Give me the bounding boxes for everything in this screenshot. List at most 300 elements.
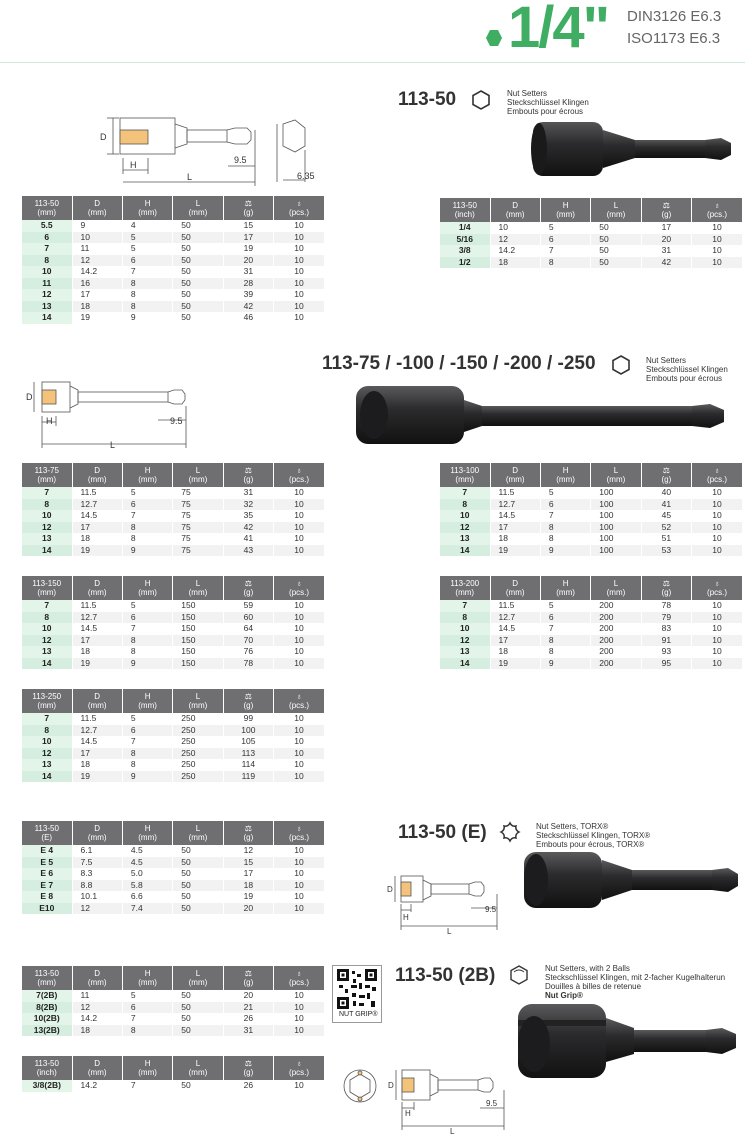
column-header: ⚖ (g)	[223, 1056, 273, 1080]
table-row	[22, 646, 324, 658]
value-cell: 20	[223, 990, 273, 1002]
column-header: ⚖ (g)	[223, 576, 273, 600]
value-cell: 250	[173, 713, 223, 725]
table-row	[22, 868, 324, 880]
table-row	[22, 623, 324, 635]
value-cell: 10	[692, 510, 742, 522]
table-row	[440, 646, 742, 658]
table-row	[22, 522, 324, 534]
value-cell: 14.2	[490, 245, 540, 257]
value-cell: 31	[223, 487, 273, 499]
value-cell: 10	[72, 232, 122, 244]
value-cell: 6.1	[72, 845, 122, 857]
value-cell: 50	[173, 1013, 223, 1025]
value-cell: 15	[223, 220, 273, 232]
value-cell: 14.5	[72, 510, 122, 522]
svg-text:L: L	[110, 440, 116, 450]
value-cell: 50	[173, 868, 223, 880]
value-cell: 5.0	[122, 868, 172, 880]
model-cell: 13	[440, 646, 490, 658]
product-title-113-75-250: 113-75 / -100 / -150 / -200 / -250	[322, 353, 596, 374]
header-divider	[0, 62, 745, 63]
value-cell: 10	[274, 635, 324, 647]
table-row	[22, 220, 324, 232]
table-row	[22, 891, 324, 903]
column-header: ⚖ (g)	[641, 198, 691, 222]
value-cell: 5	[122, 232, 172, 244]
table-row	[22, 600, 324, 612]
column-header: ♁ (pcs.)	[274, 576, 324, 600]
table-row	[22, 748, 324, 760]
svg-text:6.35: 6.35	[297, 171, 315, 181]
value-cell: 64	[223, 623, 273, 635]
svg-text:D: D	[100, 132, 107, 142]
column-header: ♁ (pcs.)	[274, 966, 324, 990]
column-header: 113-50 (E)	[22, 821, 72, 845]
col-pcs: ♁ (pcs.)	[274, 196, 324, 220]
value-cell: 99	[223, 713, 273, 725]
table-row	[22, 725, 324, 737]
product-desc-113-50: Nut Setters Steckschlüssel Klingen Embouts pour écrous	[507, 89, 589, 116]
model-cell: 14	[22, 312, 72, 324]
value-cell: 40	[641, 487, 691, 499]
scale-icon: ⚖	[662, 466, 670, 475]
model-cell: 6	[22, 232, 72, 244]
model-cell: 3/8(2B)	[22, 1080, 72, 1092]
column-header: ♁ (pcs.)	[692, 198, 742, 222]
value-cell: 8	[540, 646, 590, 658]
model-cell: 8	[22, 612, 72, 624]
value-cell: 8	[122, 301, 172, 313]
value-cell: 9	[122, 545, 172, 557]
value-cell: 7	[122, 1080, 172, 1092]
value-cell: 10	[692, 612, 742, 624]
model-cell: 12	[22, 635, 72, 647]
column-header: H (mm)	[540, 198, 590, 222]
model-cell: 5.5	[22, 220, 72, 232]
column-header: 113-50 (inch)	[22, 1056, 72, 1080]
model-cell: 14	[22, 658, 72, 670]
model-cell: E 5	[22, 857, 72, 869]
value-cell: 10	[692, 499, 742, 511]
value-cell: 10	[692, 623, 742, 635]
table-row	[22, 1080, 324, 1092]
value-cell: 19	[223, 891, 273, 903]
value-cell: 11.5	[490, 487, 540, 499]
bag-icon: ♁	[296, 466, 303, 475]
value-cell: 12.7	[72, 725, 122, 737]
value-cell: 20	[223, 903, 273, 915]
value-cell: 26	[223, 1013, 273, 1025]
value-cell: 42	[223, 522, 273, 534]
value-cell: 8	[540, 635, 590, 647]
value-cell: 17	[490, 522, 540, 534]
product-desc-113-50-2b: Nut Setters, with 2 Balls Steckschlüssel Klingen, mit 2-facher Kugelhalterun Douilles à billes de retenue Nut Grip®	[545, 964, 726, 1000]
column-header: 113-150 (mm)	[22, 576, 72, 600]
value-cell: 8	[540, 522, 590, 534]
value-cell: 113	[223, 748, 273, 760]
value-cell: 10	[274, 868, 324, 880]
value-cell: 78	[223, 658, 273, 670]
value-cell: 12	[72, 903, 122, 915]
value-cell: 7	[540, 510, 590, 522]
value-cell: 14.2	[72, 1013, 122, 1025]
column-header: L (mm)	[173, 689, 223, 713]
column-header: ♁ (pcs.)	[692, 576, 742, 600]
value-cell: 200	[591, 612, 641, 624]
value-cell: 6	[122, 499, 172, 511]
value-cell: 10	[274, 612, 324, 624]
table-row	[440, 533, 742, 545]
value-cell: 50	[591, 222, 641, 234]
value-cell: 75	[173, 545, 223, 557]
table-row	[440, 257, 742, 269]
value-cell: 10	[274, 891, 324, 903]
nut-setter-113-50-e-image	[520, 848, 742, 912]
column-header: D (mm)	[72, 966, 122, 990]
value-cell: 10	[692, 635, 742, 647]
model-cell: 10	[440, 623, 490, 635]
scale-icon: ⚖	[244, 199, 252, 208]
bag-icon: ♁	[296, 969, 303, 978]
scale-icon: ⚖	[244, 1059, 252, 1068]
value-cell: 42	[641, 257, 691, 269]
scale-icon: ⚖	[662, 579, 670, 588]
column-header: ⚖ (g)	[223, 966, 273, 990]
value-cell: 39	[223, 289, 273, 301]
spec-table-113-75	[22, 463, 324, 556]
value-cell: 50	[591, 257, 641, 269]
value-cell: 10	[274, 903, 324, 915]
value-cell: 75	[173, 499, 223, 511]
svg-text:L: L	[450, 1127, 455, 1134]
model-cell: E 7	[22, 880, 72, 892]
product-title-113-50-2b: 113-50 (2B)	[395, 965, 496, 986]
value-cell: 31	[223, 266, 273, 278]
value-cell: 200	[591, 635, 641, 647]
qr-code[interactable]: NUT GRIP®	[332, 965, 382, 1023]
value-cell: 7	[122, 1013, 172, 1025]
value-cell: 4	[122, 220, 172, 232]
spec-table-113-50-e	[22, 821, 324, 914]
hexagon-icon	[611, 355, 631, 375]
value-cell: 19	[72, 771, 122, 783]
model-cell: 5/16	[440, 234, 490, 246]
value-cell: 200	[591, 600, 641, 612]
column-header: D (mm)	[72, 463, 122, 487]
value-cell: 6	[122, 1002, 172, 1014]
table-row	[440, 635, 742, 647]
value-cell: 10	[692, 600, 742, 612]
value-cell: 28	[223, 278, 273, 290]
value-cell: 50	[173, 891, 223, 903]
product-title-113-50: 113-50	[398, 89, 457, 110]
value-cell: 7	[122, 510, 172, 522]
value-cell: 10	[274, 748, 324, 760]
value-cell: 95	[641, 658, 691, 670]
value-cell: 19	[490, 545, 540, 557]
col-l: L (mm)	[173, 196, 223, 220]
value-cell: 8	[540, 257, 590, 269]
value-cell: 17	[72, 748, 122, 760]
value-cell: 150	[173, 600, 223, 612]
bag-icon: ♁	[714, 579, 721, 588]
value-cell: 19	[72, 658, 122, 670]
value-cell: 119	[223, 771, 273, 783]
column-header: 113-75 (mm)	[22, 463, 72, 487]
model-cell: 7(2B)	[22, 990, 72, 1002]
table-row	[22, 289, 324, 301]
table-row	[22, 1002, 324, 1014]
value-cell: 26	[223, 1080, 273, 1092]
value-cell: 7.4	[122, 903, 172, 915]
value-cell: 105	[223, 736, 273, 748]
value-cell: 52	[641, 522, 691, 534]
column-header: D (mm)	[490, 576, 540, 600]
column-header: H (mm)	[122, 463, 172, 487]
value-cell: 50	[173, 312, 223, 324]
value-cell: 8	[122, 759, 172, 771]
model-cell: 8	[440, 499, 490, 511]
value-cell: 10	[274, 220, 324, 232]
value-cell: 4.5	[122, 845, 172, 857]
value-cell: 5	[122, 713, 172, 725]
value-cell: 250	[173, 759, 223, 771]
value-cell: 14.2	[72, 266, 122, 278]
value-cell: 50	[591, 234, 641, 246]
svg-text:9.5: 9.5	[486, 1099, 498, 1108]
bag-icon: ♁	[296, 1059, 303, 1068]
value-cell: 8	[122, 533, 172, 545]
column-header: H (mm)	[540, 576, 590, 600]
value-cell: 10.1	[72, 891, 122, 903]
table-row	[22, 990, 324, 1002]
table-row	[22, 255, 324, 267]
value-cell: 5	[540, 487, 590, 499]
value-cell: 10	[274, 255, 324, 267]
value-cell: 5	[540, 222, 590, 234]
value-cell: 10	[274, 990, 324, 1002]
column-header: ⚖ (g)	[223, 689, 273, 713]
scale-icon: ⚖	[244, 824, 252, 833]
model-cell: 13	[22, 533, 72, 545]
value-cell: 10	[274, 623, 324, 635]
svg-text:9.5: 9.5	[485, 905, 497, 914]
spec-table-113-200	[440, 576, 742, 669]
value-cell: 78	[641, 600, 691, 612]
column-header: H (mm)	[122, 576, 172, 600]
value-cell: 50	[173, 845, 223, 857]
table-row	[22, 845, 324, 857]
column-header: ♁ (pcs.)	[274, 689, 324, 713]
value-cell: 83	[641, 623, 691, 635]
value-cell: 10	[274, 312, 324, 324]
value-cell: 42	[223, 301, 273, 313]
column-header: ♁ (pcs.)	[274, 1056, 324, 1080]
column-header: D (mm)	[72, 689, 122, 713]
value-cell: 10	[274, 232, 324, 244]
column-header: ♁ (pcs.)	[274, 821, 324, 845]
value-cell: 9	[122, 771, 172, 783]
value-cell: 10	[274, 1025, 324, 1037]
value-cell: 10	[274, 880, 324, 892]
value-cell: 10	[692, 545, 742, 557]
value-cell: 6	[122, 725, 172, 737]
value-cell: 11	[72, 990, 122, 1002]
value-cell: 12.7	[72, 612, 122, 624]
value-cell: 150	[173, 623, 223, 635]
table-row	[440, 600, 742, 612]
model-cell: 10	[22, 510, 72, 522]
value-cell: 45	[641, 510, 691, 522]
value-cell: 11.5	[72, 600, 122, 612]
value-cell: 8	[122, 1025, 172, 1037]
value-cell: 18	[72, 646, 122, 658]
value-cell: 8	[122, 646, 172, 658]
column-header: ⚖ (g)	[641, 576, 691, 600]
column-header: ⚖ (g)	[223, 821, 273, 845]
value-cell: 200	[591, 646, 641, 658]
value-cell: 50	[173, 903, 223, 915]
value-cell: 75	[173, 487, 223, 499]
nut-setter-113-50-2b-image	[510, 996, 742, 1084]
value-cell: 6	[540, 234, 590, 246]
value-cell: 10	[274, 533, 324, 545]
spec-table-113-50-2b-mm	[22, 966, 324, 1036]
col-h: H (mm)	[122, 196, 172, 220]
value-cell: 10	[274, 266, 324, 278]
value-cell: 8	[122, 278, 172, 290]
column-header: L (mm)	[591, 463, 641, 487]
model-cell: 13(2B)	[22, 1025, 72, 1037]
value-cell: 50	[173, 232, 223, 244]
scale-icon: ⚖	[662, 201, 670, 210]
column-header: H (mm)	[122, 1056, 172, 1080]
value-cell: 10	[274, 289, 324, 301]
value-cell: 9	[540, 545, 590, 557]
model-cell: 13	[440, 533, 490, 545]
value-cell: 50	[591, 245, 641, 257]
svg-text:D: D	[387, 885, 393, 894]
model-cell: 10	[22, 623, 72, 635]
col-d: D (mm)	[72, 196, 122, 220]
product-title-113-50-e: 113-50 (E)	[398, 822, 487, 843]
value-cell: 17	[490, 635, 540, 647]
value-cell: 70	[223, 635, 273, 647]
value-cell: 51	[641, 533, 691, 545]
model-cell: 1/2	[440, 257, 490, 269]
table-row	[22, 635, 324, 647]
table-row	[22, 487, 324, 499]
table-row	[440, 612, 742, 624]
svg-text:9.5: 9.5	[170, 416, 183, 426]
hexagon-icon	[471, 90, 491, 110]
spec-table-113-50-2b-inch	[22, 1056, 324, 1092]
value-cell: 10	[692, 234, 742, 246]
value-cell: 10	[274, 771, 324, 783]
value-cell: 18	[490, 646, 540, 658]
value-cell: 100	[223, 725, 273, 737]
value-cell: 7	[540, 245, 590, 257]
value-cell: 46	[223, 312, 273, 324]
table-row	[22, 759, 324, 771]
model-cell: 12	[22, 748, 72, 760]
table-row	[440, 510, 742, 522]
table-row	[22, 658, 324, 670]
value-cell: 8	[540, 533, 590, 545]
value-cell: 16	[72, 278, 122, 290]
value-cell: 41	[641, 499, 691, 511]
value-cell: 20	[641, 234, 691, 246]
value-cell: 10	[692, 487, 742, 499]
value-cell: 10	[274, 278, 324, 290]
value-cell: 8	[122, 522, 172, 534]
value-cell: 10	[692, 533, 742, 545]
scale-icon: ⚖	[244, 969, 252, 978]
value-cell: 250	[173, 736, 223, 748]
value-cell: 8	[122, 635, 172, 647]
value-cell: 12.7	[72, 499, 122, 511]
value-cell: 19	[490, 658, 540, 670]
column-header: L (mm)	[173, 1056, 223, 1080]
column-header: L (mm)	[173, 463, 223, 487]
value-cell: 5	[122, 990, 172, 1002]
value-cell: 14.5	[72, 623, 122, 635]
bag-icon: ♁	[714, 201, 721, 210]
value-cell: 150	[173, 635, 223, 647]
model-cell: 14	[440, 545, 490, 557]
model-cell: 12	[440, 635, 490, 647]
table-row	[22, 510, 324, 522]
table-row	[22, 1013, 324, 1025]
value-cell: 79	[641, 612, 691, 624]
value-cell: 12	[490, 234, 540, 246]
column-header: ♁ (pcs.)	[692, 463, 742, 487]
column-header: L (mm)	[591, 576, 641, 600]
table-row	[440, 658, 742, 670]
table-row	[22, 312, 324, 324]
value-cell: 200	[591, 623, 641, 635]
value-cell: 15	[223, 857, 273, 869]
model-cell: 10	[22, 736, 72, 748]
bag-icon: ♁	[296, 579, 303, 588]
value-cell: 50	[173, 255, 223, 267]
value-cell: 75	[173, 522, 223, 534]
standard-din: DIN3126 E6.3	[627, 8, 722, 25]
value-cell: 12	[72, 255, 122, 267]
column-header: 113-100 (mm)	[440, 463, 490, 487]
table-row	[22, 545, 324, 557]
value-cell: 50	[173, 278, 223, 290]
model-cell: 13	[22, 301, 72, 313]
scale-icon: ⚖	[244, 579, 252, 588]
table-row	[22, 301, 324, 313]
value-cell: 6	[540, 612, 590, 624]
table-row	[440, 522, 742, 534]
nut-setter-113-75-image	[352, 382, 742, 450]
svg-text:H: H	[130, 160, 137, 170]
model-cell: 10	[440, 510, 490, 522]
model-cell: 7	[440, 600, 490, 612]
model-cell: 3/8	[440, 245, 490, 257]
value-cell: 19	[72, 312, 122, 324]
value-cell: 10	[692, 245, 742, 257]
value-cell: 17	[72, 522, 122, 534]
column-header: ⚖ (g)	[223, 463, 273, 487]
table-row	[22, 533, 324, 545]
model-cell: 11	[22, 278, 72, 290]
value-cell: 60	[223, 612, 273, 624]
